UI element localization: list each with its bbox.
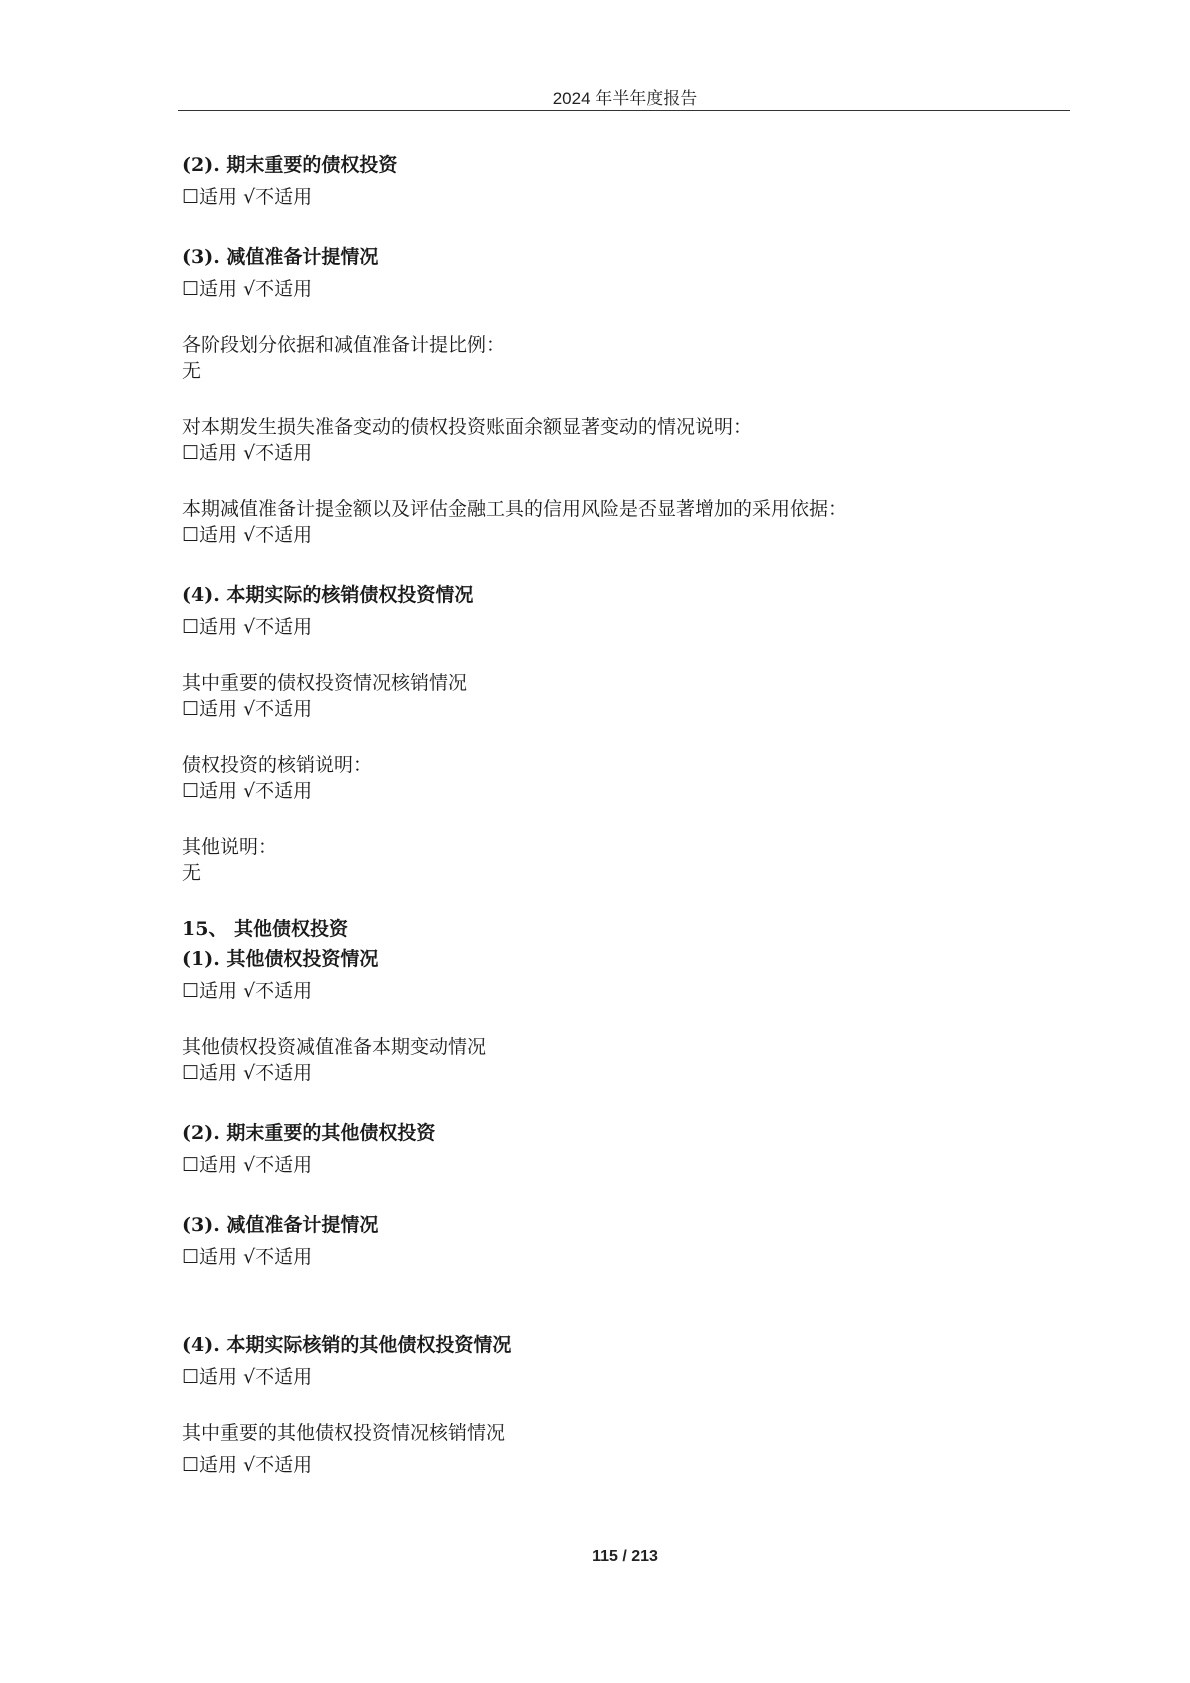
paragraph-line: ☐适用 √不适用	[182, 616, 313, 638]
header-divider	[178, 110, 1070, 111]
paragraph-line: 其他说明：	[182, 836, 278, 858]
section-heading: (2). 期末重要的债权投资	[182, 154, 398, 176]
section-heading: (2). 期末重要的其他债权投资	[182, 1122, 436, 1144]
paragraph-line: ☐适用 √不适用	[182, 698, 313, 720]
paragraph-line: 无	[182, 862, 202, 884]
paragraph-line: 其中重要的其他债权投资情况核销情况	[182, 1422, 506, 1444]
paragraph-line: ☐适用 √不适用	[182, 1454, 313, 1476]
page-header-title: 2024 年半年度报告	[552, 89, 698, 108]
paragraph-line: ☐适用 √不适用	[182, 780, 313, 802]
section-heading: (3). 减值准备计提情况	[182, 1214, 379, 1236]
paragraph-line: ☐适用 √不适用	[182, 524, 313, 546]
paragraph-line: 其他债权投资减值准备本期变动情况	[182, 1036, 487, 1058]
paragraph-line: ☐适用 √不适用	[182, 1366, 313, 1388]
paragraph-line: ☐适用 √不适用	[182, 186, 313, 208]
section-heading: (1). 其他债权投资情况	[182, 948, 379, 970]
paragraph-line: 对本期发生损失准备变动的债权投资账面余额显著变动的情况说明：	[182, 416, 753, 438]
paragraph-line: ☐适用 √不适用	[182, 278, 313, 300]
paragraph-line: ☐适用 √不适用	[182, 1062, 313, 1084]
section-heading: (3). 减值准备计提情况	[182, 246, 379, 268]
section-heading: (4). 本期实际的核销债权投资情况	[182, 584, 474, 606]
paragraph-line: 各阶段划分依据和减值准备计提比例：	[182, 334, 506, 356]
paragraph-line: ☐适用 √不适用	[182, 1154, 313, 1176]
paragraph-line: ☐适用 √不适用	[182, 1246, 313, 1268]
section-heading: 15、 其他债权投资	[182, 918, 349, 940]
section-heading: (4). 本期实际核销的其他债权投资情况	[182, 1334, 512, 1356]
paragraph-line: 无	[182, 360, 202, 382]
paragraph-line: 其中重要的债权投资情况核销情况	[182, 672, 468, 694]
paragraph-line: ☐适用 √不适用	[182, 980, 313, 1002]
paragraph-line: 本期减值准备计提金额以及评估金融工具的信用风险是否显著增加的采用依据：	[182, 498, 848, 520]
paragraph-line: ☐适用 √不适用	[182, 442, 313, 464]
paragraph-line: 债权投资的核销说明：	[182, 754, 373, 776]
page-number: 115 / 213	[592, 1548, 658, 1565]
